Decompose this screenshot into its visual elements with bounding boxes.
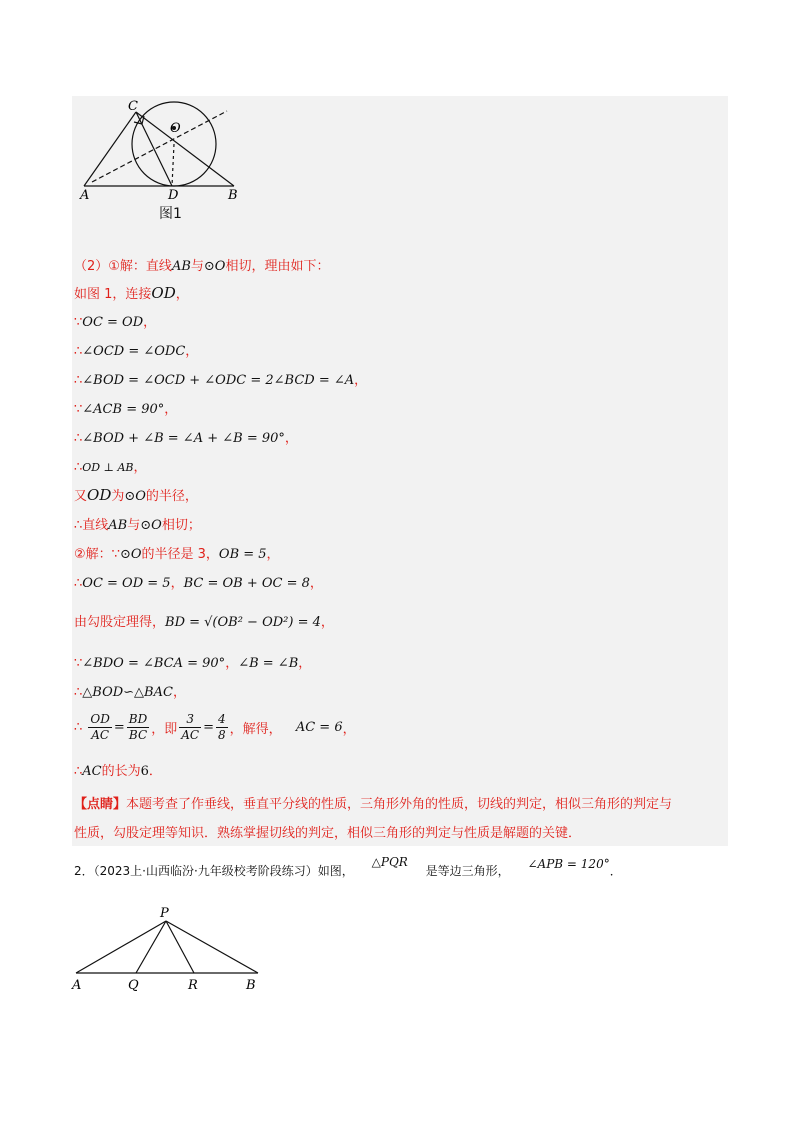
math: BC = OB + OC = 8 (183, 576, 310, 591)
text: 为 (111, 489, 125, 504)
text: 如图 1，连接 (74, 287, 152, 302)
line-1 (74, 255, 329, 274)
question-number: 2． (74, 864, 94, 878)
fraction (127, 712, 149, 743)
math: ∠BDO = ∠BCA = 90° (82, 656, 226, 671)
math: ⊙O (203, 259, 226, 274)
text: ∴ (74, 344, 83, 359)
math: ∠OCD = ∠ODC (82, 344, 186, 359)
highlight-label: 【点睛】 (74, 797, 127, 812)
question-source: （2023上·山西临汾·九年级校考阶段练习）如图， (93, 864, 354, 878)
label-b: B (228, 188, 238, 203)
text: ∴ (74, 720, 83, 735)
text: ∴ (74, 431, 83, 446)
math: OB = 5 (218, 547, 267, 562)
line-7 (74, 427, 298, 446)
label-o: O (170, 121, 181, 136)
line-9 (74, 485, 198, 504)
label-r: R (188, 978, 198, 993)
line-18 (74, 793, 672, 812)
line-16 (74, 712, 356, 743)
fraction (179, 712, 201, 743)
label-d: D (168, 188, 179, 203)
math: ⊙O (119, 547, 142, 562)
line-8 (74, 456, 147, 475)
line-5 (74, 369, 367, 388)
math: ∠APB = 120° (527, 857, 610, 871)
label-a2: A (72, 978, 82, 993)
line-17 (74, 760, 162, 779)
text: 相切，理由如下： (225, 259, 330, 274)
segment-od (172, 144, 174, 186)
question-2 (74, 855, 622, 879)
line-13 (74, 611, 334, 630)
text: ∴ (74, 373, 83, 388)
segment-cb (136, 112, 234, 186)
text: 与 (190, 259, 204, 274)
line-19 (74, 822, 581, 841)
text: ，解得， (229, 722, 282, 737)
text: ∴ (74, 685, 83, 700)
text: 本题考查了作垂线，垂直平分线的性质，三角形外角的性质，切线的判定，相似三角形的判定与 (126, 797, 673, 812)
math: AB (171, 259, 191, 274)
text: 的半径是 3， (141, 547, 219, 562)
line-14 (74, 652, 311, 671)
numerator: 3 (179, 712, 201, 728)
math: OD (87, 486, 112, 504)
text: ． (609, 864, 622, 878)
line-10 (74, 514, 201, 533)
segment-cd (136, 112, 172, 186)
text: ∴直线 (74, 518, 109, 533)
math: ∠B = ∠B (238, 656, 299, 671)
math: OD ⊥ AB (82, 461, 134, 474)
text: ， (185, 344, 199, 359)
math: = (113, 720, 125, 735)
text: 是等边三角形， (425, 864, 510, 878)
math: ∠BOD = ∠OCD + ∠ODC = 2∠BCD = ∠A (82, 373, 355, 388)
text: ， (266, 547, 280, 562)
text: ， (133, 460, 147, 475)
label-c: C (128, 99, 138, 114)
math: OC = OD (82, 315, 144, 330)
label-q: Q (128, 978, 139, 993)
text: ， (354, 373, 368, 388)
math: ⊙O (124, 489, 146, 504)
text: ， (309, 576, 323, 591)
text: ． (148, 764, 162, 779)
text: ， (143, 315, 157, 330)
text: ， (342, 722, 356, 737)
segment-ac (84, 112, 136, 186)
text: ②解：∵ (74, 547, 120, 562)
math: ⊙O (140, 518, 162, 533)
math: AC (82, 764, 102, 779)
math: = (203, 720, 215, 735)
line-11 (74, 543, 280, 562)
denominator: 8 (218, 728, 226, 742)
math: BD = √(OB² − OD²) = 4 (165, 615, 321, 630)
math: AC = 6 (295, 720, 343, 735)
numerator: 4 (218, 712, 226, 726)
denominator: AC (181, 728, 200, 742)
math: AB (108, 518, 128, 533)
text: ， (172, 685, 186, 700)
denominator: AC (91, 728, 110, 742)
text: ， (320, 615, 334, 630)
numerator: BD (128, 712, 148, 726)
text: ， (225, 656, 239, 671)
text: ∵ (74, 315, 83, 330)
text: 与 (127, 518, 141, 533)
text: ， (284, 431, 298, 446)
math: OC = OD = 5 (82, 576, 171, 591)
math: OD (151, 284, 176, 302)
text: ∴ (74, 576, 83, 591)
line-12 (74, 572, 323, 591)
math: △PQR (371, 855, 408, 869)
text: ∵ (74, 656, 83, 671)
text: 由勾股定理得， (74, 615, 166, 630)
figure-2 (70, 905, 270, 995)
fraction (216, 712, 228, 743)
text: ∴ (74, 764, 83, 779)
segment-pa (76, 921, 166, 973)
text: ∴ (74, 460, 83, 475)
line-15 (74, 681, 186, 700)
label-a: A (80, 188, 90, 203)
label-b2: B (246, 978, 256, 993)
text: ∵ (74, 402, 83, 417)
line-4 (74, 340, 198, 359)
line-6 (74, 398, 177, 417)
fraction (88, 712, 111, 743)
text: ， (298, 656, 312, 671)
text: 的长为 (101, 764, 141, 779)
math: ∠ACB = 90° (82, 402, 165, 417)
numerator: OD (90, 712, 110, 726)
segment-pq (136, 921, 166, 973)
text: ， (175, 287, 189, 302)
text: 又 (74, 489, 88, 504)
text: ，即 (151, 722, 178, 737)
text: 性质，勾股定理等知识．熟练掌握切线的判定，相似三角形的判定与性质是解题的关键． (74, 826, 582, 841)
line-3 (74, 311, 156, 330)
text: ， (170, 576, 184, 591)
label-p: P (160, 906, 169, 921)
denominator: BC (128, 728, 148, 742)
text: （2）①解：直线 (74, 259, 172, 274)
figure-1-caption: 图1 (159, 206, 182, 222)
math: 6 (140, 764, 149, 779)
math: △BOD∽△BAC (82, 685, 173, 700)
text: 相切； (161, 518, 201, 533)
line-2 (74, 283, 189, 302)
text: ， (164, 402, 178, 417)
math: ∠BOD + ∠B = ∠A + ∠B = 90° (82, 431, 285, 446)
text: 的半径， (145, 489, 198, 504)
